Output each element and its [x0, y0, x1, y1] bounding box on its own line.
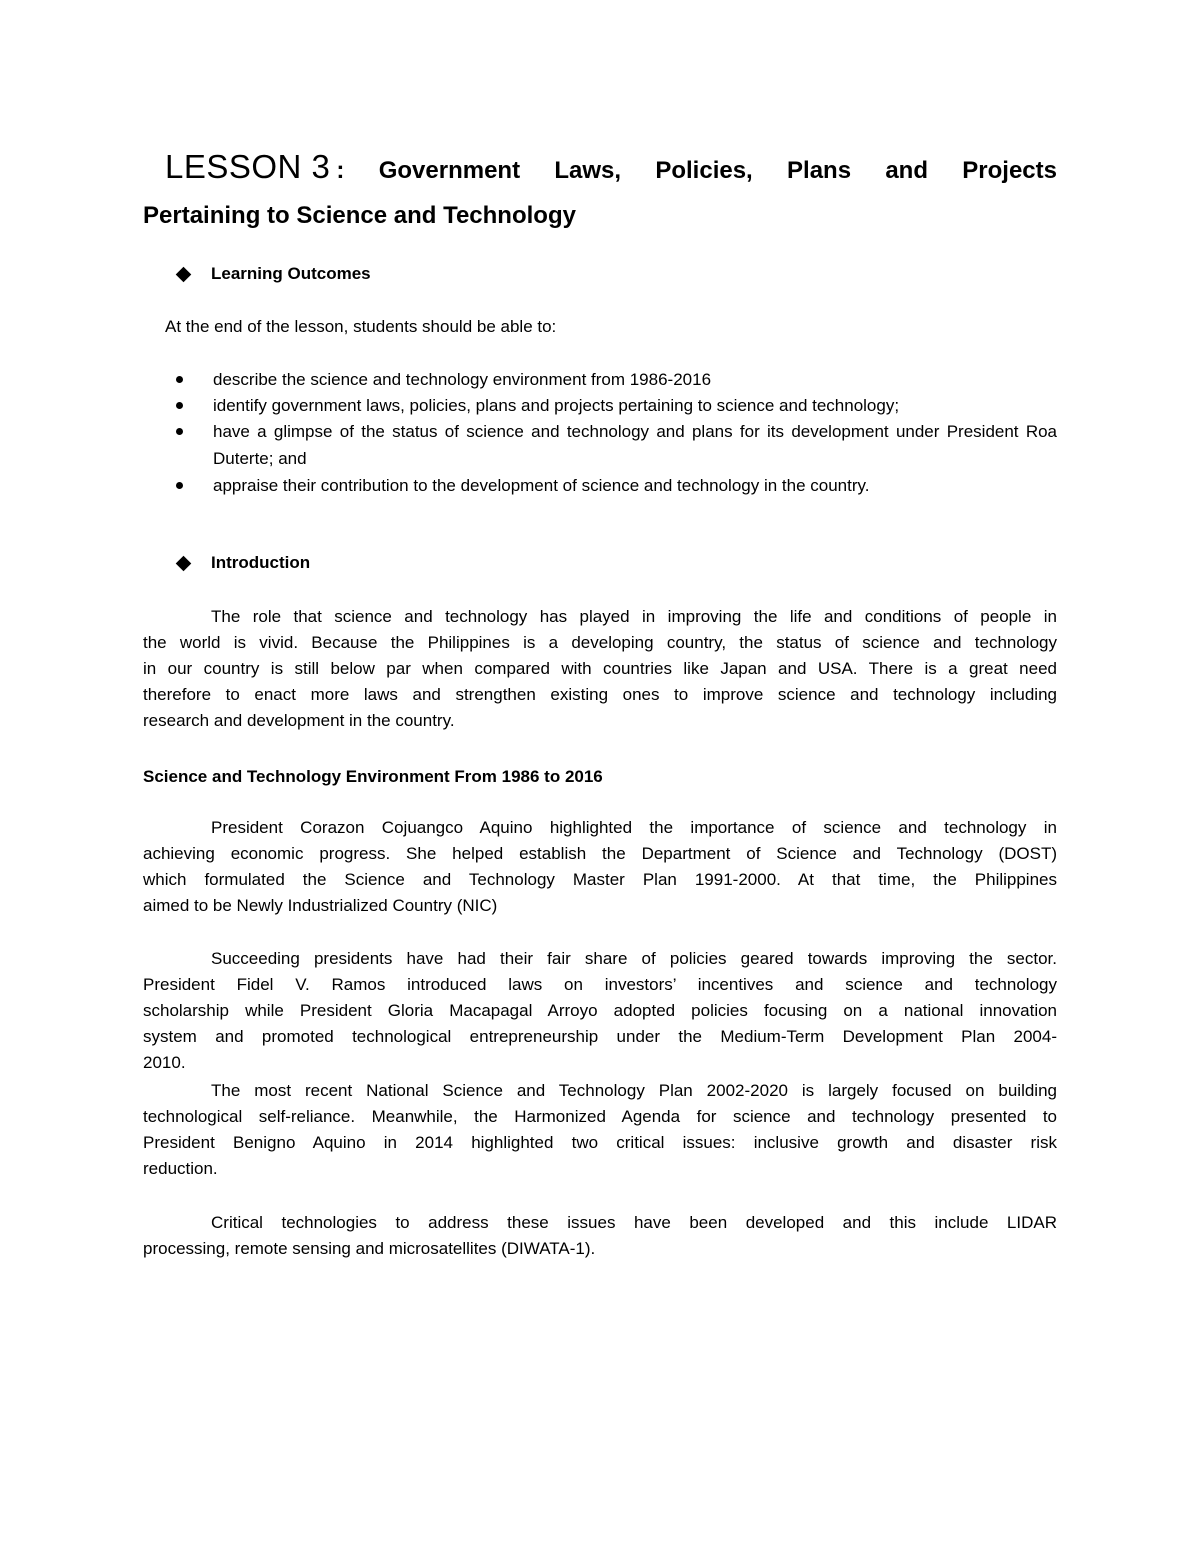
- paragraph-line-text: scholarship while President Gloria Macapagal Arroyo adopted policies focusing on a national innovation: [143, 1001, 1057, 1020]
- learning-outcomes-intro: At the end of the lesson, students should be able to:: [165, 317, 557, 336]
- introduction-heading: [175, 551, 310, 575]
- introduction-line: [143, 656, 1057, 682]
- outcome-text: describe the science and technology environment from 1986-2016: [213, 370, 712, 389]
- lesson-title-word: Plans: [787, 157, 852, 184]
- round-bullet-icon: [176, 428, 183, 435]
- outcome-text: have a glimpse of the status of science and technology and plans for its development under President Roa Duterte; and: [213, 422, 1057, 468]
- lesson-title-word: :: [336, 157, 345, 184]
- paragraph-line-text: aimed to be Newly Industrialized Country (NIC): [143, 896, 498, 915]
- introduction-line-text: in our country is still below par when compared with countries like Japan and USA. There is a great need: [143, 659, 1057, 678]
- paragraph-line-text: The most recent National Science and Technology Plan 2002-2020 is largely focused on building: [211, 1081, 1057, 1100]
- learning-outcomes-heading-text: Learning Outcomes: [211, 264, 371, 283]
- paragraph-line: [143, 1050, 186, 1076]
- lesson-title-word: and: [885, 157, 928, 184]
- paragraph-line-text: which formulated the Science and Technology Master Plan 1991-2000. At that time, the Philippines: [143, 870, 1057, 889]
- introduction-line-text: the world is vivid. Because the Philippines is a developing country, the status of science and technology: [143, 633, 1057, 652]
- outcome-list-item: [175, 419, 1057, 472]
- paragraph-line-text: reduction.: [143, 1159, 218, 1178]
- paragraph-line: [143, 998, 1057, 1024]
- paragraph-line: [143, 841, 1057, 867]
- paragraph-line: [211, 1210, 1057, 1236]
- lesson-title-word: Policies,: [655, 157, 753, 184]
- paragraph-line: [143, 1024, 1057, 1050]
- introduction-line-text: therefore to enact more laws and strengthen existing ones to improve science and technology including: [143, 685, 1057, 704]
- paragraph-line-text: Critical technologies to address these issues have been developed and this include LIDAR: [211, 1213, 1057, 1232]
- paragraph-line: [143, 1130, 1057, 1156]
- paragraph-line-text: President Benigno Aquino in 2014 highlighted two critical issues: inclusive growth and disaster risk: [143, 1133, 1057, 1152]
- lesson-title-word: Projects: [962, 157, 1057, 184]
- introduction-heading-text: Introduction: [211, 553, 311, 572]
- introduction-line: [143, 708, 455, 734]
- paragraph-line: [143, 1156, 218, 1182]
- outcome-list-item: [175, 473, 1057, 500]
- paragraph-line: [143, 1236, 595, 1262]
- lesson-title-line-1: [165, 150, 1057, 188]
- paragraph-line: [211, 946, 1057, 972]
- outcome-list-item: [175, 367, 1057, 394]
- paragraph-line: [143, 1104, 1057, 1130]
- paragraph-line: [211, 815, 1057, 841]
- round-bullet-icon: [176, 482, 183, 489]
- outcome-list-item: [175, 393, 1057, 420]
- paragraph-line-text: technological self-reliance. Meanwhile, the Harmonized Agenda for science and technology presented to: [143, 1107, 1057, 1126]
- paragraph-line: [143, 867, 1057, 893]
- outcome-text: appraise their contribution to the development of science and technology in the country.: [213, 476, 870, 495]
- paragraph-line-text: President Fidel V. Ramos introduced laws on investors’ incentives and science and technology: [143, 975, 1057, 994]
- round-bullet-icon: [176, 402, 183, 409]
- introduction-line: [211, 604, 1057, 630]
- lesson-title-word: Government: [378, 157, 521, 184]
- introduction-line: [143, 630, 1057, 656]
- paragraph-line: [143, 893, 497, 919]
- paragraph-line-text: system and promoted technological entrepreneurship under the Medium-Term Development Plan 2004-: [143, 1027, 1057, 1046]
- round-bullet-icon: [176, 376, 183, 383]
- diamond-bullet-icon: [176, 266, 192, 282]
- paragraph-line-text: 2010.: [143, 1053, 186, 1072]
- introduction-line-text: The role that science and technology has played in improving the life and conditions of people in: [211, 607, 1057, 626]
- paragraph-line: [211, 1078, 1057, 1104]
- lesson-title-line-2: Pertaining to Science and Technology: [143, 202, 576, 229]
- learning-outcomes-heading: [175, 262, 371, 286]
- introduction-line: [143, 682, 1057, 708]
- lesson-number: LESSON 3: [165, 148, 331, 185]
- section-heading: Science and Technology Environment From 1986 to 2016: [143, 767, 603, 786]
- paragraph-line-text: processing, remote sensing and microsatellites (DIWATA-1).: [143, 1239, 596, 1258]
- paragraph-line: [143, 972, 1057, 998]
- paragraph-line-text: achieving economic progress. She helped establish the Department of Science and Technology (DOST): [143, 844, 1057, 863]
- lesson-title-rest: [336, 154, 1057, 188]
- outcome-text: identify government laws, policies, plans and projects pertaining to science and technology;: [213, 396, 900, 415]
- diamond-bullet-icon: [176, 555, 192, 571]
- lesson-title-word: Laws,: [554, 157, 622, 184]
- paragraph-line-text: President Corazon Cojuangco Aquino highlighted the importance of science and technology in: [211, 818, 1057, 837]
- paragraph-line-text: Succeeding presidents have had their fair share of policies geared towards improving the sector.: [211, 949, 1057, 968]
- introduction-line-text: research and development in the country.: [143, 711, 455, 730]
